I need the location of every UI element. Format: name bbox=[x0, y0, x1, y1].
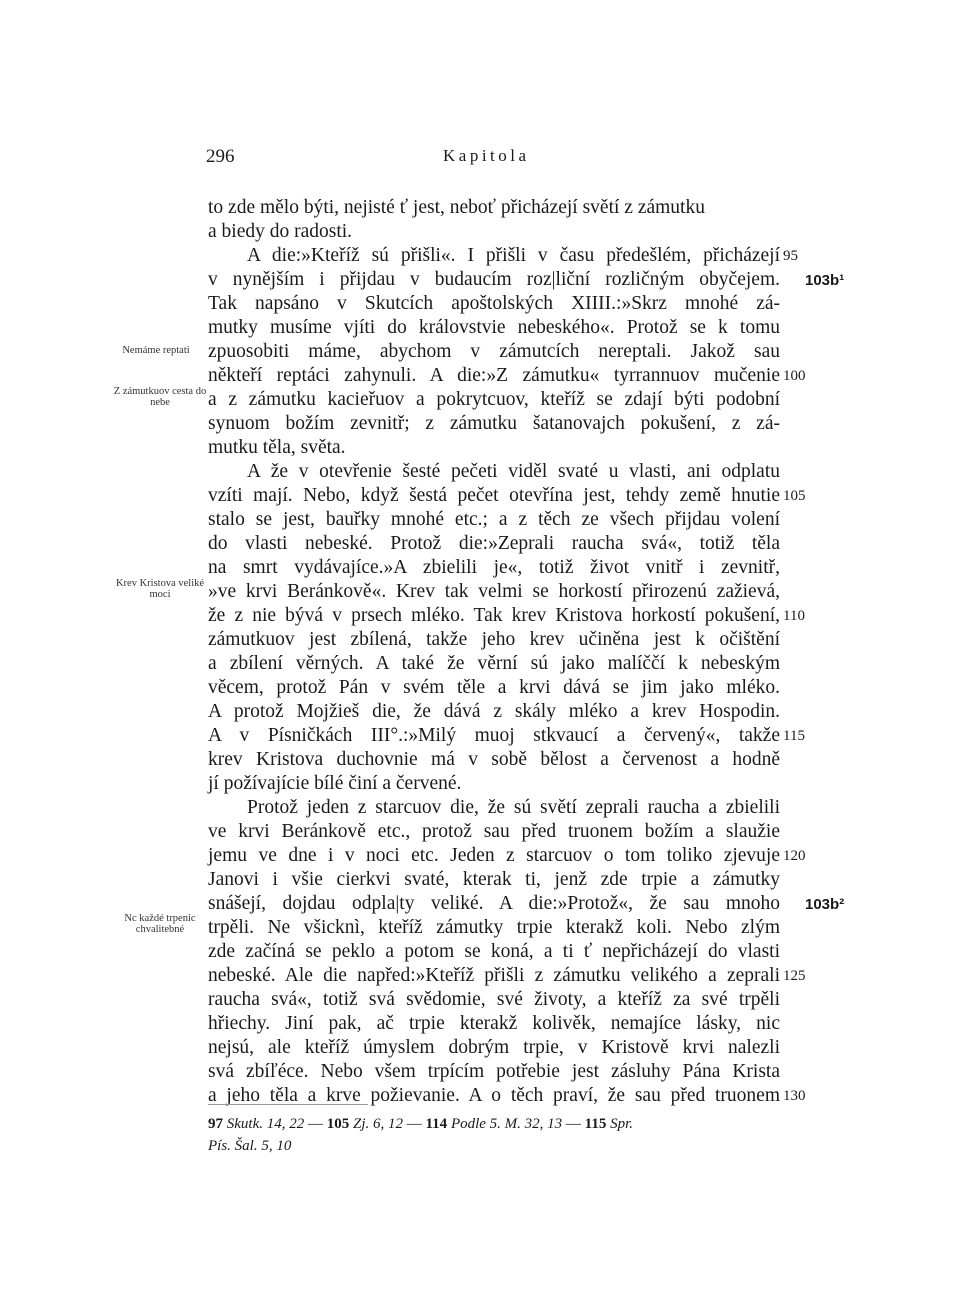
line-number: 110 bbox=[783, 608, 805, 624]
text-line: a zbílení věrných. A také že věrní sú jako malíččí k nebeským bbox=[208, 653, 780, 674]
margin-note: Krev Kristova veliké moci bbox=[115, 578, 205, 600]
text-line: svá zbíľéce. Nebo všem trpícím potřebie jest zásluhy Pána Krista bbox=[208, 1061, 780, 1082]
text-line: A v Písničkách III°.:»Milý muoj stkvaucí a červený«, takže bbox=[208, 725, 780, 746]
text-line: »ve krvi Beránkově«. Krev tak velmi se horkostí přirozenú zažievá, bbox=[208, 581, 780, 602]
folio-marker: 103b² bbox=[805, 896, 845, 913]
footnote-dash: — bbox=[565, 1116, 581, 1132]
text-line: A die:»Kteříž sú přišli«. I přišli v času předešlém, přicházejí bbox=[247, 245, 780, 266]
line-number: 120 bbox=[783, 848, 806, 864]
line-number: 100 bbox=[783, 368, 806, 384]
footnote-number: 105 bbox=[326, 1116, 350, 1132]
footnote-reference: Skutk. 14, 22 bbox=[226, 1116, 305, 1132]
text-line: Protož jeden z starcuov die, že sú světí zeprali raucha a zbielili bbox=[247, 797, 780, 818]
footnote-number: 114 bbox=[425, 1116, 448, 1132]
text-line: a biedy do radosti. bbox=[208, 221, 353, 242]
text-line: zámutkuov jest zbílená, takže jeho krev učiněna jest k očištění bbox=[208, 629, 780, 650]
running-head: Kapitola bbox=[443, 146, 530, 165]
text-line: mutky musíme vjíti do královstvie nebeského«. Protož se k tomu bbox=[208, 317, 780, 338]
margin-note: Nc každé trpenic chvalitebné bbox=[124, 913, 196, 935]
text-line: to zde mělo býti, nejisté ť jest, neboť přicházejí světí z zámutku bbox=[208, 197, 705, 218]
text-line: trpěli. Ne všicknì, kteříž zámutky trpie kterakž koli. Nebo zlým bbox=[208, 917, 780, 938]
footnote-reference: Spr. bbox=[610, 1116, 634, 1132]
text-line: raucha svá«, totiž svá svědomie, své životy, a kteříž za své trpěli bbox=[208, 989, 780, 1010]
footnote-dash: — bbox=[307, 1116, 323, 1132]
text-line: snášejí, dojdau odpla|ty veliké. A die:»Protož«, že sau mnoho bbox=[208, 893, 780, 914]
text-line: mutku těla, světa. bbox=[208, 437, 346, 458]
text-line: jí požívajície bílé činí a červené. bbox=[208, 773, 462, 794]
text-line: Tak napsáno v Skutcích apoštolských XIIII.:»Skrz mnohé zá- bbox=[208, 293, 780, 314]
text-line: A že v otevřenie šesté pečeti viděl svaté u vlasti, ani odplatu bbox=[247, 461, 780, 482]
page-number: 296 bbox=[206, 146, 235, 167]
text-line: nejsú, ale kteříž úmyslem dobrým trpie, v Kristově krvi nalezli bbox=[208, 1037, 780, 1058]
text-line: ve krvi Beránkově etc., protož sau před truonem božím a slaužie bbox=[208, 821, 780, 842]
footnote-number: 97 bbox=[208, 1116, 223, 1132]
text-line: krev Kristova duchovnie má v sobě bělost a červenost a hodně bbox=[208, 749, 780, 770]
text-line: že z nie bývá v prsech mléko. Tak krev Kristova horkostí pokušení, bbox=[208, 605, 780, 626]
text-line: A protož Mojžieš die, že dává z skály mléko a krev Hospodin. bbox=[208, 701, 780, 722]
text-line: nebeské. Ale die napřed:»Kteříž přišli z zámutku velikého a zeprali bbox=[208, 965, 780, 986]
line-number: 95 bbox=[783, 248, 798, 264]
text-line: Janovi i všie cierkvi svaté, kterak ti, jenž zde trpie a zámutky bbox=[208, 869, 780, 890]
text-line: stalo se jest, bauřky mnohé etc.; a z těch ze všech přijdau volení bbox=[208, 509, 780, 530]
text-line: zpuosobiti máme, abychom v zámutcích nereptali. Jakož sau bbox=[208, 341, 780, 362]
text-line: synuom božím zevnitř; z zámutku šatanovajch pokušení, z zá- bbox=[208, 413, 780, 434]
footnotes-continued bbox=[208, 1136, 780, 1156]
line-number: 105 bbox=[783, 488, 806, 504]
text-line: a z zámutku kacieřuov a pokrytcuov, kteříž se zdají býti podobní bbox=[208, 389, 780, 410]
margin-note: Z zámutkuov cesta do nebe bbox=[113, 386, 207, 408]
margin-note: Nemáme reptati bbox=[122, 345, 190, 356]
text-line: na smrt vydávajíce.»A zbielili je«, totiž život vnitř i zevnitř, bbox=[208, 557, 780, 578]
footnote-dash: — bbox=[406, 1116, 422, 1132]
folio-marker: 103b¹ bbox=[805, 272, 845, 289]
footnote-reference: Zj. 6, 12 bbox=[352, 1116, 403, 1132]
line-number: 115 bbox=[783, 728, 805, 744]
footnote-divider bbox=[208, 1104, 368, 1105]
text-line: zde začíná se peklo a potom se koná, a ti ť nepřicházejí do vlasti bbox=[208, 941, 780, 962]
text-line: někteří reptáci zahynuli. A die:»Z zámutku« tyrrannuov mučenie bbox=[208, 365, 780, 386]
text-line: do vlasti nebeské. Protož die:»Zeprali raucha svá«, totiž těla bbox=[208, 533, 780, 554]
footnote-reference: Pís. Šal. 5, 10 bbox=[208, 1138, 292, 1154]
text-line: vzíti mají. Nebo, když šestá pečet otevřína jest, tehdy země hnutie bbox=[208, 485, 780, 506]
text-line: jemu ve dne i v noci etc. Jeden z starcuov o tom toliko zjevuje bbox=[208, 845, 780, 866]
footnotes bbox=[208, 1114, 780, 1134]
footnote-number: 115 bbox=[584, 1116, 607, 1132]
text-line: hřiechy. Jiní pak, ač trpie kterakž kolivěk, nemajíce lásky, nic bbox=[208, 1013, 780, 1034]
text-line: a jeho těla a krve požievanie. A o těch praví, že sau před truonem bbox=[208, 1085, 780, 1106]
text-line: věcem, protož Pán v svém těle a krvi dává se jim jako mléko. bbox=[208, 677, 780, 698]
line-number: 125 bbox=[783, 968, 806, 984]
text-line: v nynějším i přijdau v budaucím roz|liční rozličným obyčejem. bbox=[208, 269, 780, 290]
line-number: 130 bbox=[783, 1088, 806, 1104]
footnote-reference: Podle 5. M. 32, 13 bbox=[450, 1116, 563, 1132]
